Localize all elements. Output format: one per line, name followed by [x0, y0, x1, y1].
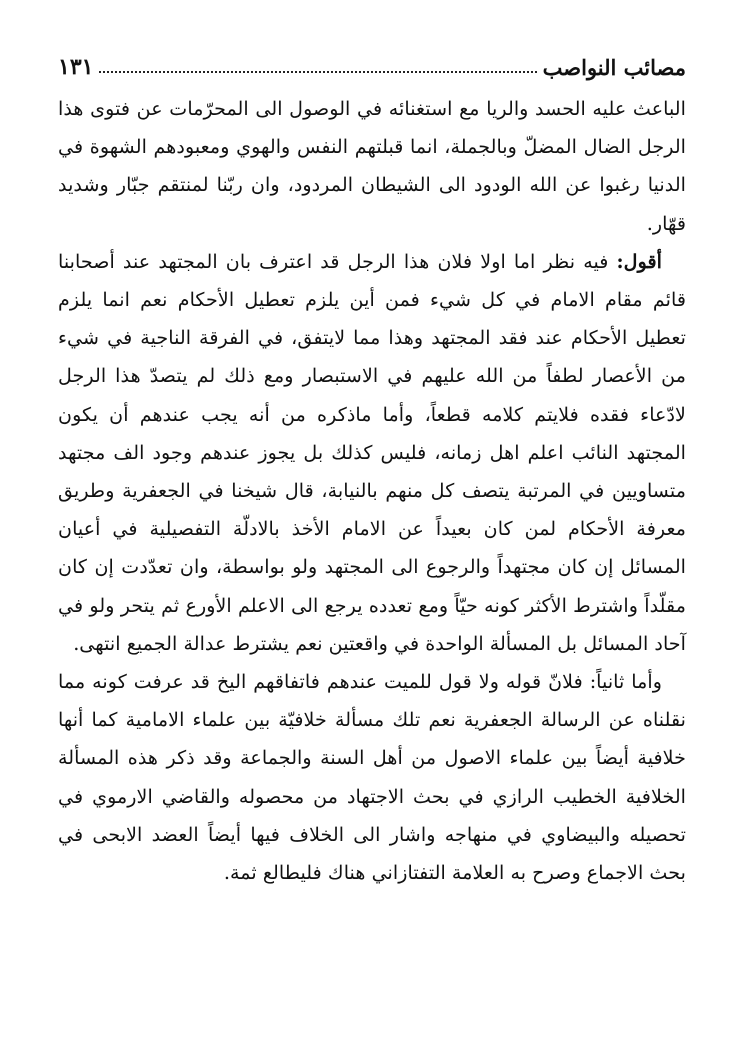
- paragraph-3: [58, 663, 686, 892]
- paragraph-1: [58, 90, 686, 243]
- paragraph-text: الباعث عليه الحسد والريا مع استغنائه في الوصول الى المحرّمات عن فتوى هذا الرجل الضال المضلّ وبالجملة، انما قبلتهم النفس والهوي ومعبودهم الشهوة في الدنيا رغبوا عن الله الودود الى الشيطان المردود، وان ربّنا لمنتقم جبّار وشديد قهّار.: [58, 97, 686, 235]
- paragraph-text: وأما ثانياً: فلانّ قوله ولا قول للميت عندهم فاتفاقهم الیخ قد عرفت كونه مما نقلناه عن الرسالة الجعفرية نعم تلك مسألة خلافيّة بين علماء الامامية كما أنها خلافية أيضاً بين علماء الاصول من أهل السنة والجماعة وقد ذكر هذه المسألة الخلافية الخطيب الرازي في بحث الاجتهاد من محصوله والقاضي الارموي في تحصيله والبيضاوي في منهاجه واشار الى الخلاف فيها أيضاً العضد الابحی في بحث الاجماع وصرح به العلامة التفتازاني هناك فليطالع ثمة.: [58, 670, 686, 885]
- running-title: مصائب النواصب: [542, 55, 686, 80]
- paragraph-text: فيه نظر اما اولا فلان هذا الرجل قد اعترف بان المجتهد عند أصحابنا قائم مقام الامام في كل شيء فمن أين يلزم تعطيل الأحكام نعم انما يلزم تعطيل الأحكام عند فقد المجتهد وهذا مما لايتفق، في الفرقة الناجية في شيء من الأعصار لطفاً من الله عليهم في الاستبصار ومع ذلك لم يتصدّ هذا الرجل لادّعاء فقده فلايتم كلامه قطعاً، وأما ماذكره من أنه يجب عندهم أن يكون المجتهد النائب اعلم اهل زمانه، فليس كذلك بل يجوز عندهم وجود الف مجتهد متساويين في المرتبة يتصف كل منهم بالنيابة، قال شيخنا في الجعفرية وطريق معرفة الأحكام لمن كان بعيداً عن الامام الأخذ بالادلّة التفصيلية في أعيان المسائل إن كان مجتهداً والرجوع الى المجتهد ولو بواسطة، وان تعدّدت إن كان مقلّداً واشترط الأكثر كونه حيّاً ومع تعدده يرجع الى الاعلم الأورع ثم يتحر ولو في آحاد المسائل بل المسألة الواحدة في واقعتين نعم يشترط عدالة الجميع انتهى.: [58, 249, 686, 655]
- paragraph-lead: أقول:: [616, 249, 662, 273]
- dot-leader: [99, 71, 536, 73]
- running-header: [58, 46, 686, 80]
- body-text: [58, 90, 686, 892]
- page: [58, 46, 686, 892]
- page-number: ١٣١: [58, 54, 94, 80]
- paragraph-2: [58, 243, 686, 663]
